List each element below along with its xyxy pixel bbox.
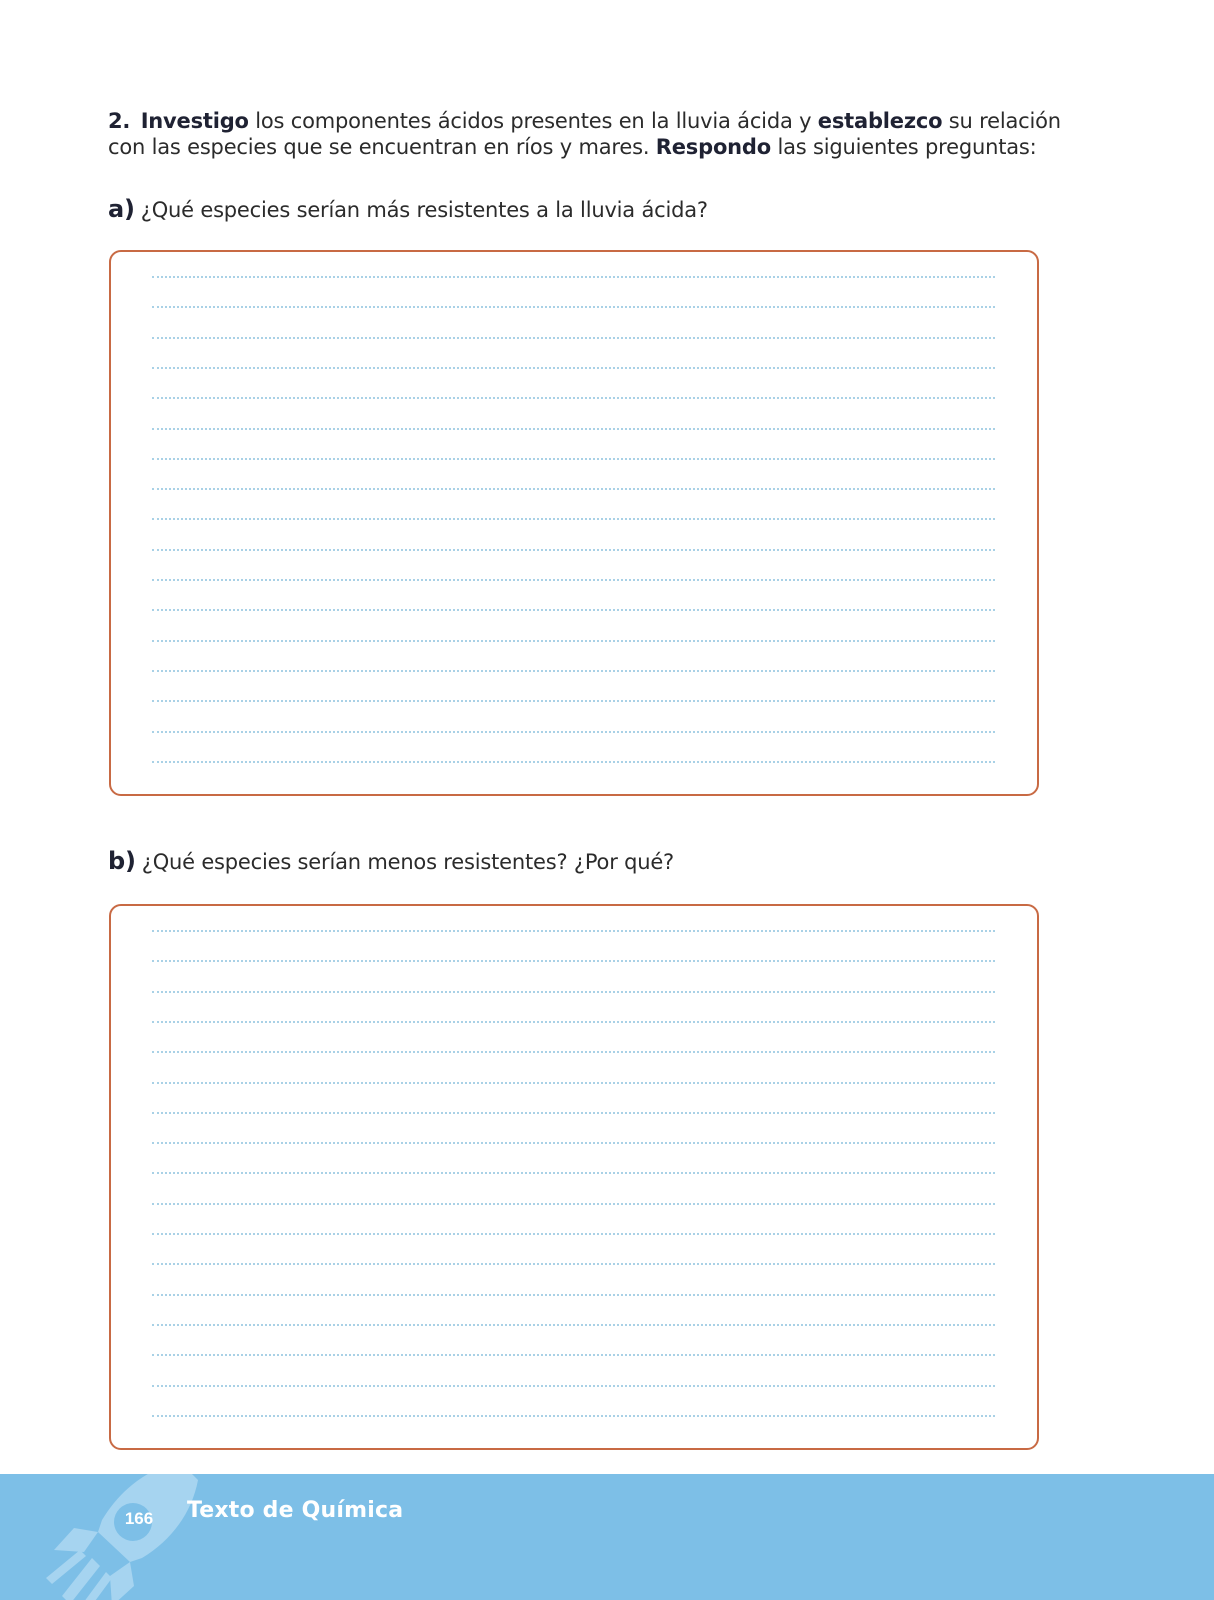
writing-line [152,1142,995,1144]
writing-line [152,609,995,611]
page-footer [0,1474,1214,1600]
writing-line [152,1172,995,1174]
writing-line [152,930,995,932]
writing-line [152,488,995,490]
writing-line [152,1294,995,1296]
writing-line [152,1112,995,1114]
writing-line [152,1385,995,1387]
writing-line [152,458,995,460]
writing-line [152,1415,995,1417]
writing-line [152,1021,995,1023]
writing-line [152,518,995,520]
question-a-letter: a) [108,195,135,223]
writing-line [152,1082,995,1084]
verb-establezco: establezco [817,109,943,133]
question-b-letter: b) [108,847,136,875]
question-b [108,847,674,876]
writing-line [152,1233,995,1235]
writing-line [152,670,995,672]
page-number: 166 [124,1509,154,1528]
writing-line [152,579,995,581]
writing-line [152,731,995,733]
activity-number: 2. [108,109,131,133]
rocket-icon [40,1474,210,1600]
writing-line [152,991,995,993]
writing-line [152,549,995,551]
writing-line [152,1354,995,1356]
writing-line [152,700,995,702]
writing-line [152,1324,995,1326]
writing-line [152,640,995,642]
question-b-text: ¿Qué especies serían menos resistentes? ¿Por qué? [141,850,675,874]
writing-line [152,1263,995,1265]
writing-line [152,761,995,763]
instructions-text-1: los componentes ácidos presentes en la lluvia ácida y [248,109,818,133]
activity-instructions [108,108,1068,160]
verb-investigo: Investigo [140,109,249,133]
writing-line [152,397,995,399]
writing-line [152,367,995,369]
answer-box-a[interactable] [109,250,1039,796]
verb-respondo: Respondo [655,135,771,159]
writing-line [152,306,995,308]
writing-line [152,960,995,962]
instructions-text-3: las siguientes preguntas: [770,135,1037,159]
instructions-text-2: su relación con las especies que se encuentran en ríos y mares. [108,109,1061,159]
book-title: Texto de Química [187,1498,404,1523]
writing-line [152,276,995,278]
writing-line [152,1203,995,1205]
writing-line [152,337,995,339]
writing-line [152,1051,995,1053]
question-a-text: ¿Qué especies serían más resistentes a la lluvia ácida? [140,198,708,222]
question-a [108,195,708,224]
answer-box-b[interactable] [109,904,1039,1450]
writing-line [152,428,995,430]
